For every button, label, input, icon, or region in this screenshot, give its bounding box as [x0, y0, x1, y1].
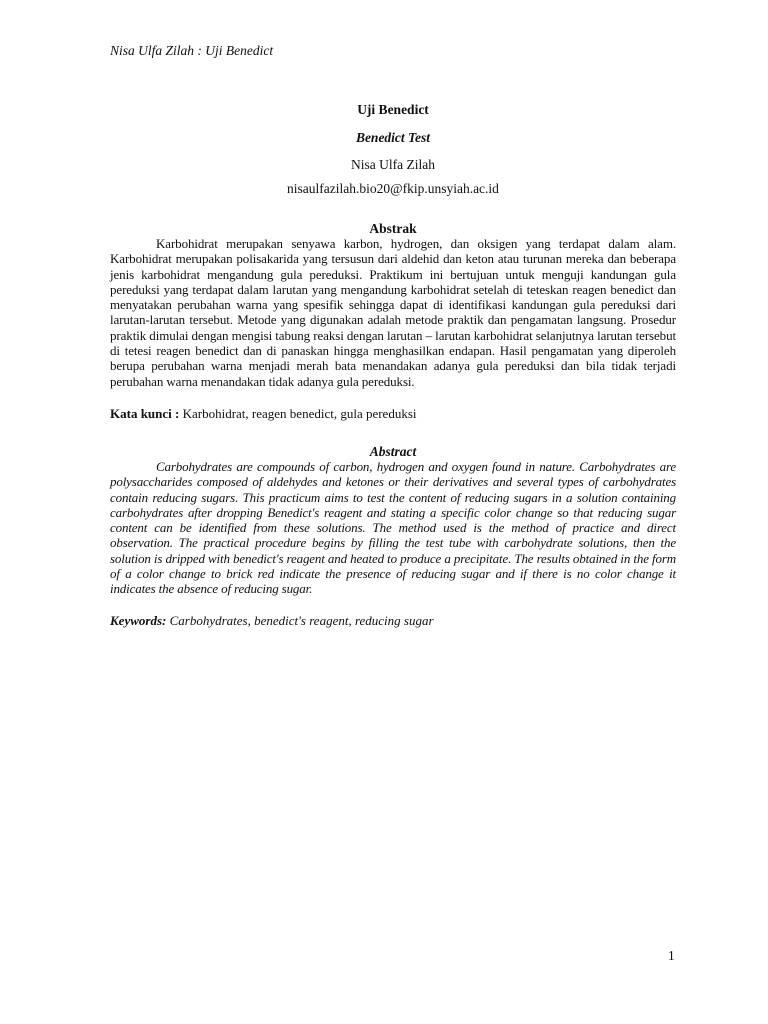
keywords-label: Keywords: — [110, 613, 167, 628]
paper-title: Uji Benedict — [357, 102, 429, 117]
kata-kunci-values: Karbohidrat, reagen benedict, gula pereduksi — [179, 406, 417, 421]
abstract-heading: Abstract — [369, 444, 417, 459]
running-head: Nisa Ulfa Zilah : Uji Benedict — [110, 43, 274, 58]
keywords — [110, 613, 676, 629]
author-name: Nisa Ulfa Zilah — [351, 157, 435, 172]
kata-kunci-label: Kata kunci : — [110, 406, 180, 421]
abstrak-heading: Abstrak — [369, 221, 417, 236]
abstrak-body: Karbohidrat merupakan senyawa karbon, hydrogen, dan oksigen yang terdapat dalam alam. Karbohidrat merupakan polisakarida yang tersusun dari aldehid dan keton atau turunan mereka dan beberapa jenis karbohidrat mengandung gula pereduksi. Praktikum ini bertujuan untuk menguji kandungan gula pereduksi yang terdapat dalam larutan yang mengandung karbohidrat setelah di teteskan reagen benedict dan menyatakan perubahan warna yang spesifik sehingga dapat di identifikasi kandungan gula pereduksi dari larutan-larutan tersebut. Metode yang digunakan adalah metode praktik dan pengamatan langsung. Prosedur praktik dimulai dengan mengisi tabung reaksi dengan larutan – larutan karbohidrat selanjutnya larutan tersebut di tetesi reagen benedict dan di panaskan hingga menghasilkan endapan. Hasil pengamatan yang diperoleh berupa perubahan warna menjadi merah bata menandakan adanya gula pereduksi dan bila tidak terjadi perubahan warna menandakan tidak adanya gula pereduksi. — [110, 236, 676, 389]
kata-kunci — [110, 406, 676, 422]
paper-subtitle: Benedict Test — [355, 130, 431, 145]
author-email: nisaulfazilah.bio20@fkip.unsyiah.ac.id — [287, 181, 499, 196]
keywords-values: Carbohydrates, benedict's reagent, reducing sugar — [166, 613, 434, 628]
page-number: 1 — [668, 948, 675, 963]
abstract-body: Carbohydrates are compounds of carbon, hydrogen and oxygen found in nature. Carbohydrates are polysaccharides composed of aldehydes and ketones or their derivatives and several types of carbohydrates contain reducing sugars. This practicum aims to test the content of reducing sugars in a solution containing carbohydrates after dropping Benedict's reagent and stating a specific color change so that reducing sugar content can be identified from these solutions. The method used is the method of practice and direct observation. The practical procedure begins by filling the test tube with carbohydrate solutions, then the solution is dripped with benedict's reagent and heated to produce a precipitate. The results obtained in the form of a color change to brick red indicate the presence of reducing sugar and if there is no color change it indicates the absence of reducing sugar. — [110, 459, 676, 597]
